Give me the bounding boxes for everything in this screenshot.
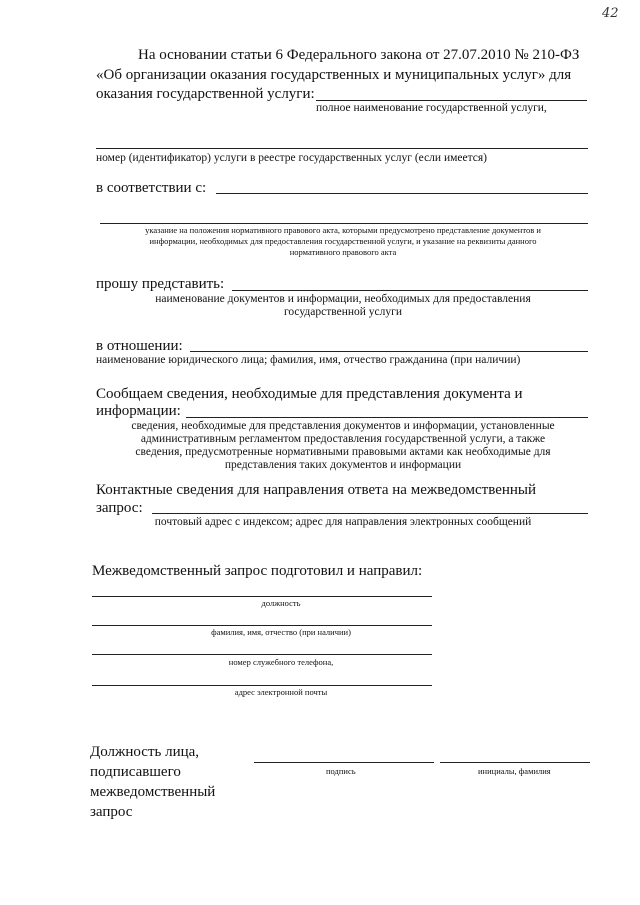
- phone-field: [92, 654, 432, 655]
- intro-line-3: оказания государственной услуги:: [96, 86, 315, 102]
- full-name-caption: фамилия, имя, отчество (при наличии): [211, 627, 351, 637]
- initials-caption: инициалы, фамилия: [478, 766, 551, 776]
- contacts-field: [152, 513, 588, 514]
- signature-caption: подпись: [326, 766, 356, 776]
- signatory-line-2: подписавшего: [90, 764, 181, 780]
- service-id-field: [96, 148, 588, 149]
- service-id-caption: номер (идентификатор) услуги в реестре государственных услуг (если имеется): [96, 152, 487, 164]
- email-caption: адрес электронной почты: [234, 687, 328, 697]
- signatory-line-4: запрос: [90, 804, 133, 820]
- position-field: [92, 596, 432, 597]
- request-caption-line-1: наименование документов и информации, необходимых для предоставления: [155, 293, 531, 305]
- position-caption: должность: [261, 598, 301, 608]
- initials-field: [440, 762, 590, 763]
- intro-line-2: «Об организации оказания государственных и муниципальных услуг» для: [96, 67, 572, 83]
- basis-caption-line-3: нормативного правового акта: [289, 247, 397, 257]
- basis-label: в соответствии с:: [96, 180, 207, 196]
- regarding-label: в отношении:: [96, 338, 183, 354]
- info-caption-line-2: административным регламентом предоставления государственной услуги, а также: [140, 433, 546, 445]
- prepared-heading: Межведомственный запрос подготовил и направил:: [92, 563, 423, 579]
- info-caption-line-3: сведения, предусмотренные нормативными правовыми актами как необходимые для: [135, 446, 551, 458]
- request-label: прошу представить:: [96, 276, 225, 292]
- page-number: 42: [602, 6, 619, 21]
- full-name-field: [92, 625, 432, 626]
- contacts-line-2: запрос:: [96, 500, 143, 516]
- request-field: [232, 290, 588, 291]
- signatory-line-1: Должность лица,: [90, 744, 200, 760]
- intro-line-1: На основании статьи 6 Федерального закона от 27.07.2010 № 210-ФЗ: [138, 47, 580, 63]
- info-caption-line-4: представления таких документов и информации: [224, 459, 462, 471]
- contacts-line-1: Контактные сведения для направления ответа на межведомственный: [96, 482, 537, 498]
- info-caption-line-1: сведения, необходимые для представления документов и информации, установленные: [131, 420, 555, 432]
- basis-caption-line-1: указание на положения нормативного правового акта, которыми предусмотрено представление документов и: [145, 225, 541, 235]
- service-name-caption: полное наименование государственной услуги,: [316, 102, 547, 114]
- basis-field-line-2: [100, 223, 588, 224]
- regarding-field: [190, 351, 588, 352]
- info-line-2: информации:: [96, 403, 181, 419]
- basis-field: [216, 193, 588, 194]
- phone-caption: номер служебного телефона,: [228, 657, 334, 667]
- request-caption-line-2: государственной услуги: [283, 306, 403, 318]
- info-field: [186, 417, 588, 418]
- regarding-caption: наименование юридического лица; фамилия, имя, отчество гражданина (при наличии): [96, 354, 521, 366]
- email-field: [92, 685, 432, 686]
- service-name-field: [316, 100, 587, 101]
- basis-caption-line-2: информации, необходимых для предоставления государственной услуги, и указание на реквизиты данного: [149, 236, 537, 246]
- signatory-line-3: межведомственный: [90, 784, 216, 800]
- contacts-caption: почтовый адрес с индексом; адрес для направления электронных сообщений: [154, 516, 532, 528]
- info-line-1: Сообщаем сведения, необходимые для представления документа и: [96, 386, 523, 402]
- signature-field: [254, 762, 434, 763]
